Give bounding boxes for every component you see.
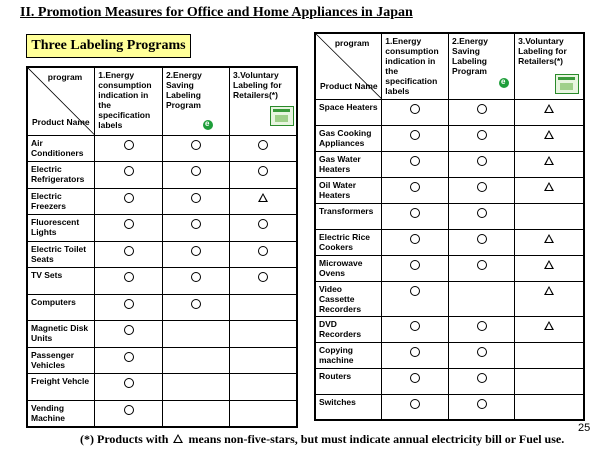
program-c1-cell <box>382 151 449 177</box>
product-name-label: Product Name <box>320 80 378 91</box>
program-c1-cell <box>382 99 449 125</box>
product-name-cell: Magnetic Disk Units <box>27 321 95 348</box>
energy-saving-mark-icon <box>499 78 509 88</box>
program-c1-cell <box>95 268 163 295</box>
circle-icon <box>124 166 134 176</box>
circle-icon <box>258 219 268 229</box>
circle-icon <box>477 373 487 383</box>
table-row <box>27 294 297 321</box>
program-c2-cell <box>162 162 229 189</box>
program-c2-cell <box>162 135 229 162</box>
program-c3-cell <box>515 229 584 255</box>
program-c1-cell <box>382 316 449 342</box>
program-c1-cell <box>382 394 449 420</box>
product-name-cell: Transformers <box>315 203 382 229</box>
page-number: 25 <box>578 422 591 434</box>
triangle-icon <box>544 260 554 269</box>
circle-icon <box>191 166 201 176</box>
circle-icon <box>191 219 201 229</box>
program-c2-cell <box>162 321 229 348</box>
program-c3-cell <box>230 135 297 162</box>
program-c3-cell <box>515 368 584 394</box>
product-name-cell: TV Sets <box>27 268 95 295</box>
circle-icon <box>410 104 420 114</box>
product-name-cell: DVD Recorders <box>315 316 382 342</box>
table-row <box>315 316 584 342</box>
table-row <box>27 162 297 189</box>
program-c3-cell <box>230 400 297 427</box>
circle-icon <box>124 246 134 256</box>
product-name-cell: Switches <box>315 394 382 420</box>
program-label: program <box>47 72 83 82</box>
product-name-cell: Electric Refrigerators <box>27 162 95 189</box>
col-header-energy-saving: 2.Energy Saving Labeling Program e <box>162 67 229 135</box>
program-c1-cell <box>95 162 163 189</box>
triangle-icon <box>544 104 554 113</box>
program-c1-cell <box>382 368 449 394</box>
table-row <box>27 374 297 401</box>
corner-header <box>27 67 95 135</box>
table-row <box>315 177 584 203</box>
circle-icon <box>410 347 420 357</box>
footnote-before: (*) Products with <box>80 432 169 446</box>
program-c1-cell <box>382 342 449 368</box>
table-row <box>27 135 297 162</box>
table-row <box>315 394 584 420</box>
program-c1-cell <box>95 215 163 242</box>
program-c1-cell <box>95 241 163 268</box>
program-c3-cell <box>515 394 584 420</box>
program-c1-cell <box>95 321 163 348</box>
program-c3-cell <box>230 215 297 242</box>
circle-icon <box>191 193 201 203</box>
corner-header <box>315 33 382 99</box>
program-c3-cell <box>230 241 297 268</box>
program-label: program <box>334 38 370 48</box>
table-row <box>315 229 584 255</box>
program-c3-cell <box>515 177 584 203</box>
program-c2-cell <box>449 151 515 177</box>
circle-icon <box>124 272 134 282</box>
program-c3-cell <box>515 255 584 281</box>
program-c3-cell <box>515 316 584 342</box>
circle-icon <box>191 246 201 256</box>
program-c3-cell <box>515 281 584 316</box>
product-name-cell: Air Conditioners <box>27 135 95 162</box>
circle-icon <box>410 373 420 383</box>
table-row <box>315 125 584 151</box>
circle-icon <box>410 208 420 218</box>
table-row <box>315 368 584 394</box>
product-name-cell: Electric Rice Cookers <box>315 229 382 255</box>
circle-icon <box>258 246 268 256</box>
program-c1-cell <box>382 281 449 316</box>
program-c2-cell <box>162 400 229 427</box>
circle-icon <box>124 140 134 150</box>
product-name-cell: Microwave Ovens <box>315 255 382 281</box>
circle-icon <box>410 130 420 140</box>
program-c2-cell <box>162 188 229 215</box>
circle-icon <box>124 352 134 362</box>
program-c2-cell <box>162 347 229 374</box>
program-c1-cell <box>382 229 449 255</box>
footnote <box>80 432 564 447</box>
product-name-cell: Fluorescent Lights <box>27 215 95 242</box>
triangle-icon <box>173 434 183 443</box>
circle-icon <box>258 272 268 282</box>
circle-icon <box>477 104 487 114</box>
program-c2-cell <box>162 294 229 321</box>
circle-icon <box>124 405 134 415</box>
product-name-label: Product Name <box>32 116 90 127</box>
circle-icon <box>410 399 420 409</box>
triangle-icon <box>544 234 554 243</box>
program-c2-cell <box>449 229 515 255</box>
table-row <box>27 400 297 427</box>
program-c2-cell <box>162 241 229 268</box>
program-c2-cell <box>449 125 515 151</box>
program-c3-cell <box>230 374 297 401</box>
circle-icon <box>477 321 487 331</box>
circle-icon <box>410 286 420 296</box>
product-name-cell: Gas Water Heaters <box>315 151 382 177</box>
circle-icon <box>124 378 134 388</box>
circle-icon <box>410 321 420 331</box>
circle-icon <box>477 399 487 409</box>
program-c2-cell <box>162 374 229 401</box>
circle-icon <box>124 299 134 309</box>
table-row <box>27 215 297 242</box>
program-c2-cell <box>449 281 515 316</box>
col-header-energy-consumption: 1.Energy consumption indication in the specification labels <box>95 67 163 135</box>
product-name-cell: Space Heaters <box>315 99 382 125</box>
product-name-cell: Electric Toilet Seats <box>27 241 95 268</box>
program-c3-cell <box>515 99 584 125</box>
table-row <box>27 321 297 348</box>
circle-icon <box>191 299 201 309</box>
circle-icon <box>258 166 268 176</box>
table-row <box>27 241 297 268</box>
program-c2-cell <box>449 177 515 203</box>
program-c1-cell <box>95 400 163 427</box>
table-row <box>315 99 584 125</box>
product-name-cell: Oil Water Heaters <box>315 177 382 203</box>
table-row <box>27 347 297 374</box>
program-c1-cell <box>382 177 449 203</box>
table-row <box>315 342 584 368</box>
circle-icon <box>477 156 487 166</box>
circle-icon <box>124 193 134 203</box>
circle-icon <box>191 272 201 282</box>
circle-icon <box>477 347 487 357</box>
table-row <box>315 281 584 316</box>
program-c3-cell <box>515 342 584 368</box>
product-name-cell: Routers <box>315 368 382 394</box>
program-c2-cell <box>449 99 515 125</box>
circle-icon <box>477 208 487 218</box>
circle-icon <box>410 182 420 192</box>
product-name-cell: Gas Cooking Appliances <box>315 125 382 151</box>
program-c2-cell <box>449 394 515 420</box>
product-name-cell: Electric Freezers <box>27 188 95 215</box>
product-name-cell: Computers <box>27 294 95 321</box>
program-c3-cell <box>230 268 297 295</box>
col-header-voluntary: 3.Voluntary Labeling for Retailers(*) <box>230 67 297 135</box>
col-header-energy-consumption: 1.Energy consumption indication in the specification labels <box>382 33 449 99</box>
page-title: II. Promotion Measures for Office and Home Appliances in Japan <box>20 5 413 20</box>
program-c3-cell <box>230 188 297 215</box>
circle-icon <box>477 130 487 140</box>
programs-tag: Three Labeling Programs <box>26 34 191 58</box>
program-c2-cell <box>162 215 229 242</box>
circle-icon <box>410 234 420 244</box>
program-c3-cell <box>515 125 584 151</box>
program-c2-cell <box>449 368 515 394</box>
product-name-cell: Video Cassette Recorders <box>315 281 382 316</box>
circle-icon <box>191 140 201 150</box>
program-c2-cell <box>449 316 515 342</box>
circle-icon <box>124 325 134 335</box>
program-c3-cell <box>230 347 297 374</box>
table-row <box>315 151 584 177</box>
program-c2-cell <box>162 268 229 295</box>
product-name-cell: Freight Vehcle <box>27 374 95 401</box>
circle-icon <box>124 219 134 229</box>
retailer-label-logo-icon <box>270 106 294 126</box>
table-row <box>315 203 584 229</box>
program-c3-cell <box>230 321 297 348</box>
col-header-voluntary: 3.Voluntary Labeling for Retailers(*) <box>515 33 584 99</box>
program-c3-cell <box>515 203 584 229</box>
left-table <box>26 66 298 428</box>
circle-icon <box>258 140 268 150</box>
triangle-icon <box>258 193 268 202</box>
circle-icon <box>410 156 420 166</box>
program-c3-cell <box>515 151 584 177</box>
triangle-icon <box>544 156 554 165</box>
program-c1-cell <box>95 374 163 401</box>
circle-icon <box>477 182 487 192</box>
energy-saving-mark-icon <box>203 120 213 130</box>
circle-icon <box>477 260 487 270</box>
triangle-icon <box>544 130 554 139</box>
triangle-icon <box>544 182 554 191</box>
program-c2-cell <box>449 255 515 281</box>
program-c1-cell <box>95 135 163 162</box>
table-row <box>27 188 297 215</box>
program-c1-cell <box>95 347 163 374</box>
circle-icon <box>410 260 420 270</box>
product-name-cell: Vending Machine <box>27 400 95 427</box>
col-header-energy-saving: 2.Energy Saving Labeling Program e <box>449 33 515 99</box>
table-row <box>27 268 297 295</box>
triangle-icon <box>544 286 554 295</box>
program-c1-cell <box>382 125 449 151</box>
retailer-label-logo-icon <box>555 74 579 94</box>
program-c1-cell <box>382 203 449 229</box>
program-c1-cell <box>95 294 163 321</box>
footnote-after: means non-five-stars, but must indicate annual electricity bill or Fuel use. <box>188 432 565 446</box>
triangle-icon <box>544 321 554 330</box>
product-name-cell: Copying machine <box>315 342 382 368</box>
program-c1-cell <box>95 188 163 215</box>
program-c3-cell <box>230 294 297 321</box>
program-c2-cell <box>449 342 515 368</box>
circle-icon <box>477 234 487 244</box>
program-c3-cell <box>230 162 297 189</box>
table-row <box>315 255 584 281</box>
right-table <box>314 32 585 421</box>
product-name-cell: Passenger Vehicles <box>27 347 95 374</box>
program-c1-cell <box>382 255 449 281</box>
program-c2-cell <box>449 203 515 229</box>
